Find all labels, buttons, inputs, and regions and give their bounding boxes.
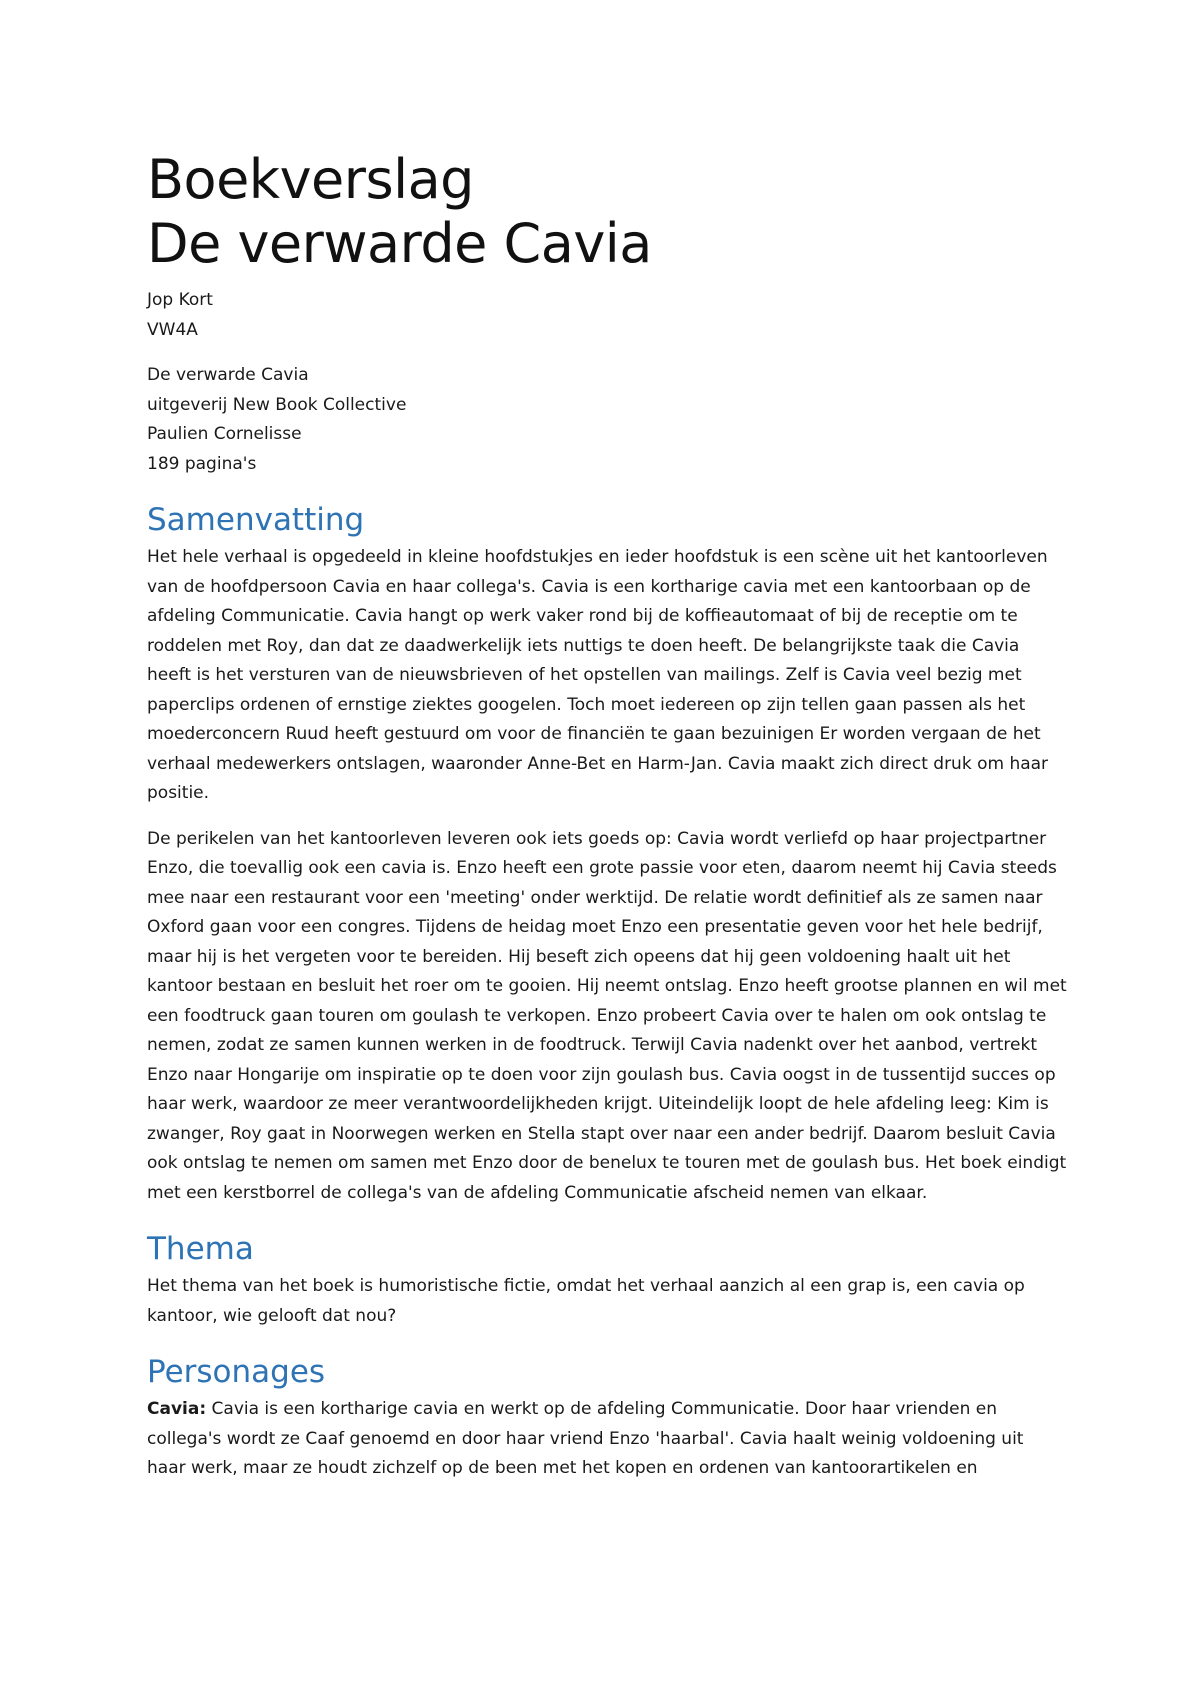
book-writer: Paulien Cornelisse [147,424,302,444]
author-class: VW4A [147,319,198,340]
author-name: Jop Kort [147,290,213,310]
personage-cavia-text: Cavia is een kortharige cavia en werkt op de afdeling Communicatie. Door haar vrienden en collega's wordt ze Caaf genoemd en door haar vriend Enzo 'haarbal'. Cavia haalt weinig voldoening uit haar werk, maar ze houdt zichzelf op de been met het kopen en ordenen van kantoorartikelen en [147,1399,1024,1478]
book-publisher: uitgeverij New Book Collective [147,394,407,415]
heading-personages: Personages [147,1354,326,1390]
document-title [147,148,1067,276]
title-line-1: Boekverslag [147,148,474,211]
thema-paragraph: Het thema van het boek is humoristische fictie, omdat het verhaal aanzich al een grap is, een cavia op kantoor, wie gelooft dat nou? [147,1276,1025,1326]
document-page [147,148,1067,1500]
personage-cavia-label: Cavia: [147,1399,207,1419]
book-pages: 189 pagina's [147,453,257,474]
heading-thema: Thema [147,1231,254,1267]
heading-samenvatting: Samenvatting [147,502,365,538]
book-title: De verwarde Cavia [147,365,309,385]
samenvatting-paragraph-1: Het hele verhaal is opgedeeld in kleine hoofdstukjes en ieder hoofdstuk is een scène uit het kantoorleven van de hoofdpersoon Cavia en haar collega's. Cavia is een kortharige cavia met een kantoorbaan op de afdeling Communicatie. Cavia hangt op werk vaker rond bij de koffieautomaat of bij de receptie om te roddelen met Roy, dan dat ze daadwerkelijk iets nuttigs te doen heeft. De belangrijkste taak die Cavia heeft is het versturen van de nieuwsbrieven of het opstellen van mailings. Zelf is Cavia veel bezig met paperclips ordenen of ernstige ziektes googelen. Toch moet iedereen op zijn tellen gaan passen als het moederconcern Ruud heeft gestuurd om voor de financiën te gaan bezuinigen Er worden vergaan de het verhaal medewerkers ontslagen, waaronder Anne-Bet en Harm-Jan. Cavia maakt zich direct druk om haar positie. [147,547,1049,803]
book-info-block [147,361,1067,479]
personage-cavia-paragraph [147,1395,1067,1484]
samenvatting-paragraph-2: De perikelen van het kantoorleven leveren ook iets goeds op: Cavia wordt verliefd op haar projectpartner Enzo, die toevallig ook een cavia is. Enzo heeft een grote passie voor eten, daarom neemt hij Cavia steeds mee naar een restaurant voor een 'meeting' onder werktijd. De relatie wordt definitief als ze samen naar Oxford gaan voor een congres. Tijdens de heidag moet Enzo een presentatie geven voor het hele bedrijf, maar hij is het vergeten voor te bereiden. Hij beseft zich opeens dat hij geen voldoening haalt uit het kantoor bestaan en besluit het roer om te gooien. Hij neemt ontslag. Enzo heeft grootse plannen en wil met een foodtruck gaan touren om goulash te verkopen. Enzo probeert Cavia over te halen om ook ontslag te nemen, zodat ze samen kunnen werken in de foodtruck. Terwijl Cavia nadenkt over het aanbod, vertrekt Enzo naar Hongarije om inspiratie op te doen voor zijn goulash bus. Cavia oogst in de tussentijd succes op haar werk, waardoor ze meer verantwoordelijkheden krijgt. Uiteindelijk loopt de hele afdeling leeg: Kim is zwanger, Roy gaat in Noorwegen werken en Stella stapt over naar een ander bedrijf. Daarom besluit Cavia ook ontslag te nemen om samen met Enzo door de benelux te touren met de goulash bus. Het boek eindigt met een kerstborrel de collega's van de afdeling Communicatie afscheid nemen van elkaar. [147,828,1067,1203]
title-line-2: De verwarde Cavia [147,212,652,275]
author-block [147,286,1067,345]
